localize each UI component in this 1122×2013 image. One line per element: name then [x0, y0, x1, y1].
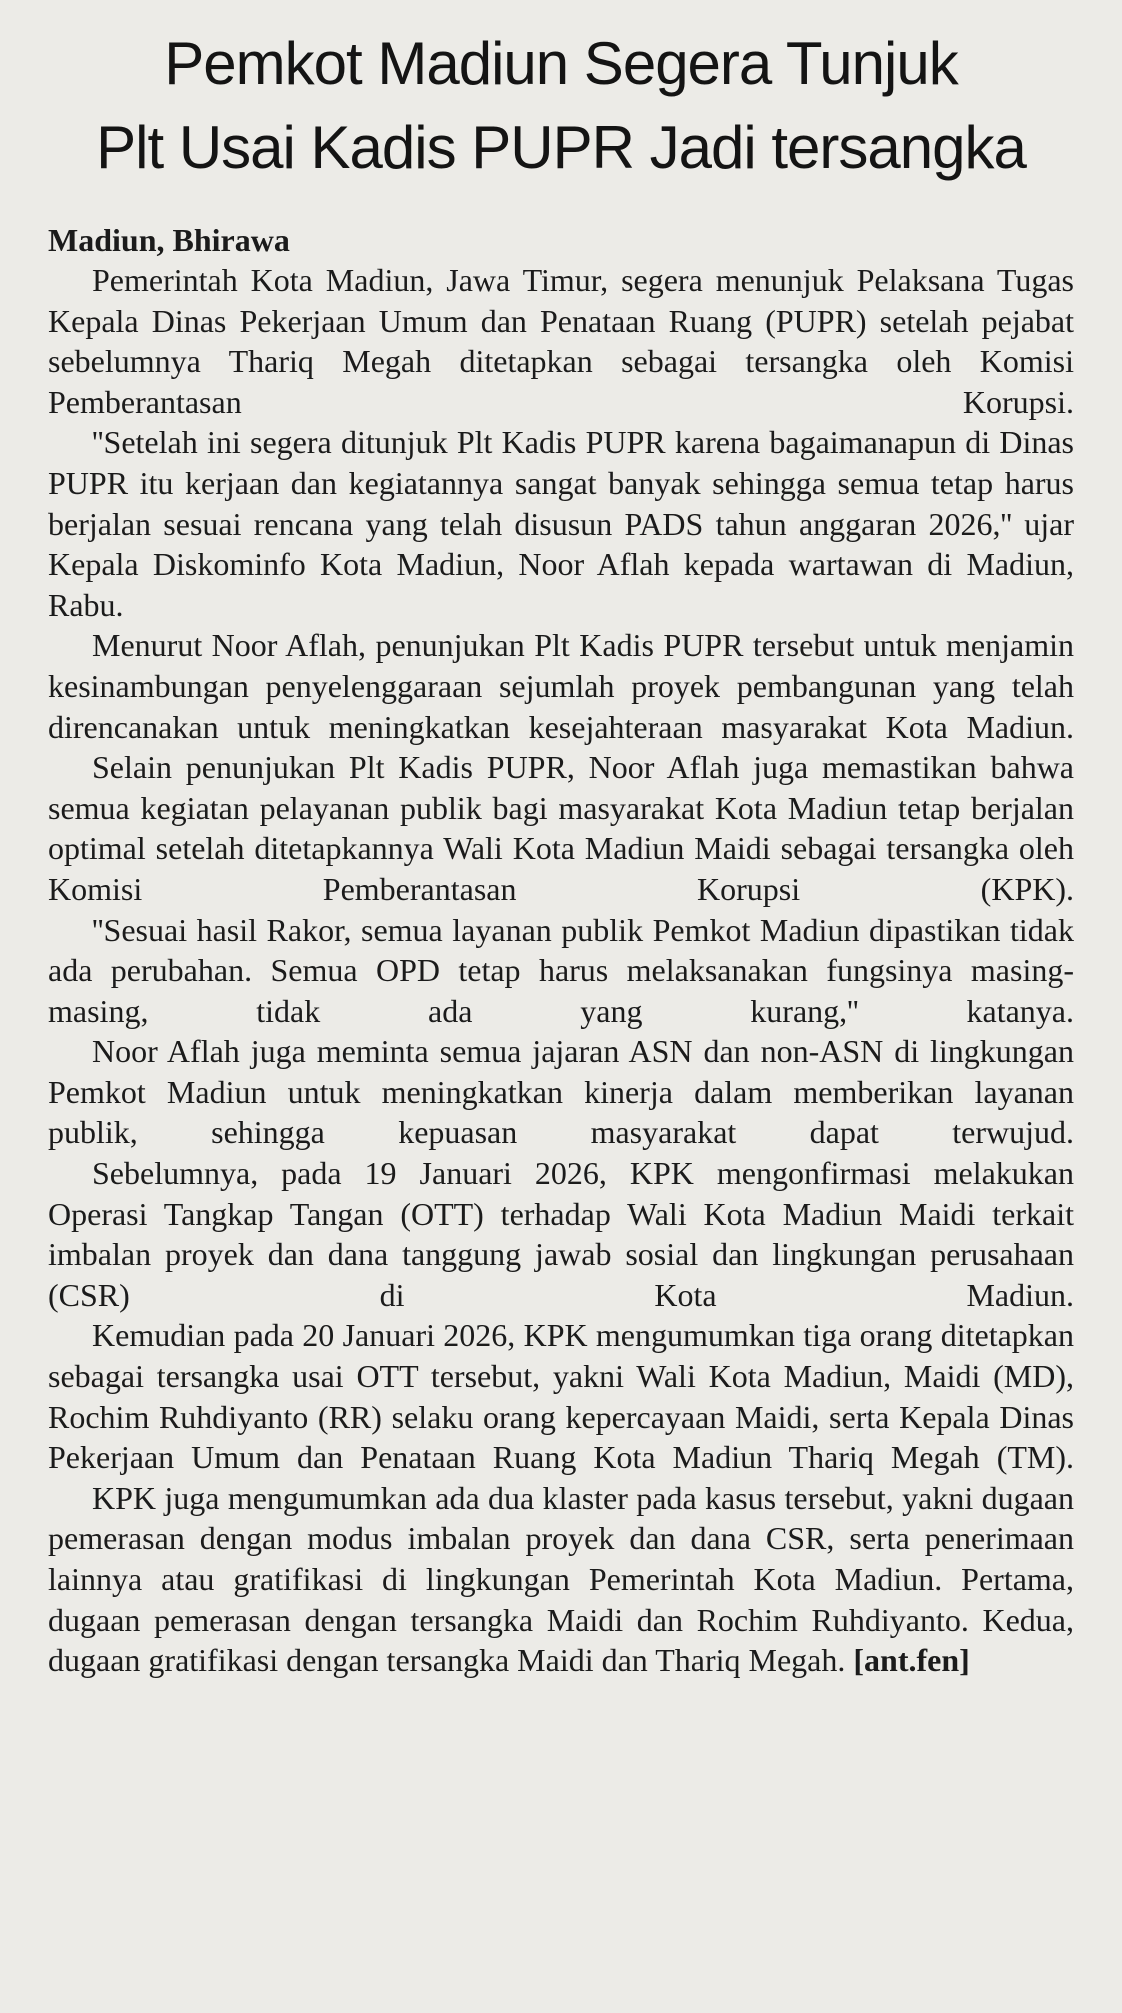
- paragraph-7: Sebelumnya, pada 19 Januari 2026, KPK mengonfirmasi melakukan Operasi Tangkap Tangan (OTT) terhadap Wali Kota Madiun Maidi terkait imbalan proyek dan dana tanggung jawab sosial dan lingkungan perusahaan (CSR) di Kota Madiun.: [48, 1155, 1074, 1313]
- article-body: [48, 220, 1074, 1681]
- dateline: Madiun, Bhirawa: [48, 222, 290, 258]
- headline-line-2: Plt Usai Kadis PUPR Jadi tersangka: [96, 114, 1026, 181]
- paragraph-6: Noor Aflah juga meminta semua jajaran ASN dan non-ASN di lingkungan Pemkot Madiun untuk meningkatkan kinerja dalam memberikan layanan publik, sehingga kepuasan masyarakat dapat terwujud.: [48, 1033, 1074, 1151]
- author-signoff: [ant.fen]: [853, 1642, 970, 1679]
- headline-line-1: Pemkot Madiun Segera Tunjuk: [164, 30, 958, 97]
- article-headline: [48, 22, 1074, 190]
- paragraph-9: [48, 1478, 1074, 1681]
- paragraph-3: Menurut Noor Aflah, penunjukan Plt Kadis PUPR tersebut untuk menjamin kesinambungan penyelenggaraan sejumlah proyek pembangunan yang telah direncanakan untuk meningkatkan kesejahteraan masyarakat Kota Madiun.: [48, 627, 1074, 745]
- paragraph-2: ''Setelah ini segera ditunjuk Plt Kadis PUPR karena bagaimanapun di Dinas PUPR itu kerjaan dan kegiatannya sangat banyak sehingga semua tetap harus berjalan sesuai rencana yang telah disusun PADS tahun anggaran 2026,'' ujar Kepala Diskominfo Kota Madiun, Noor Aflah kepada wartawan di Madiun, Rabu.: [48, 424, 1074, 623]
- paragraph-8: Kemudian pada 20 Januari 2026, KPK mengumumkan tiga orang ditetapkan sebagai tersangka usai OTT tersebut, yakni Wali Kota Madiun, Maidi (MD), Rochim Ruhdiyanto (RR) selaku orang kepercayaan Maidi, serta Kepala Dinas Pekerjaan Umum dan Penataan Ruang Kota Madiun Thariq Megah (TM).: [48, 1317, 1074, 1476]
- paragraph-9-text: KPK juga mengumumkan ada dua klaster pada kasus tersebut, yakni dugaan pemerasan dengan modus imbalan proyek dan dana CSR, serta penerimaan lainnya atau gratifikasi di lingkungan Pemerintah Kota Madiun. Pertama, dugaan pemerasan dengan tersangka Maidi dan Rochim Ruhdiyanto. Kedua, dugaan gratifikasi dengan tersangka Maidi dan Thariq Megah.: [48, 1479, 1074, 1679]
- paragraph-4: Selain penunjukan Plt Kadis PUPR, Noor Aflah juga memastikan bahwa semua kegiatan pelayanan publik bagi masyarakat Kota Madiun tetap berjalan optimal setelah ditetapkannya Wali Kota Madiun Maidi sebagai tersangka oleh Komisi Pemberantasan Korupsi (KPK).: [48, 749, 1074, 907]
- paragraph-5: ''Sesuai hasil Rakor, semua layanan publik Pemkot Madiun dipastikan tidak ada perubahan. Semua OPD tetap harus melaksanakan fungsinya masing-masing, tidak ada yang kurang,'' katanya.: [48, 911, 1074, 1029]
- paragraph-1: Pemerintah Kota Madiun, Jawa Timur, segera menunjuk Pelaksana Tugas Kepala Dinas Pekerjaan Umum dan Penataan Ruang (PUPR) setelah pejabat sebelumnya Thariq Megah ditetapkan sebagai tersangka oleh Komisi Pemberantasan Korupsi.: [48, 262, 1074, 420]
